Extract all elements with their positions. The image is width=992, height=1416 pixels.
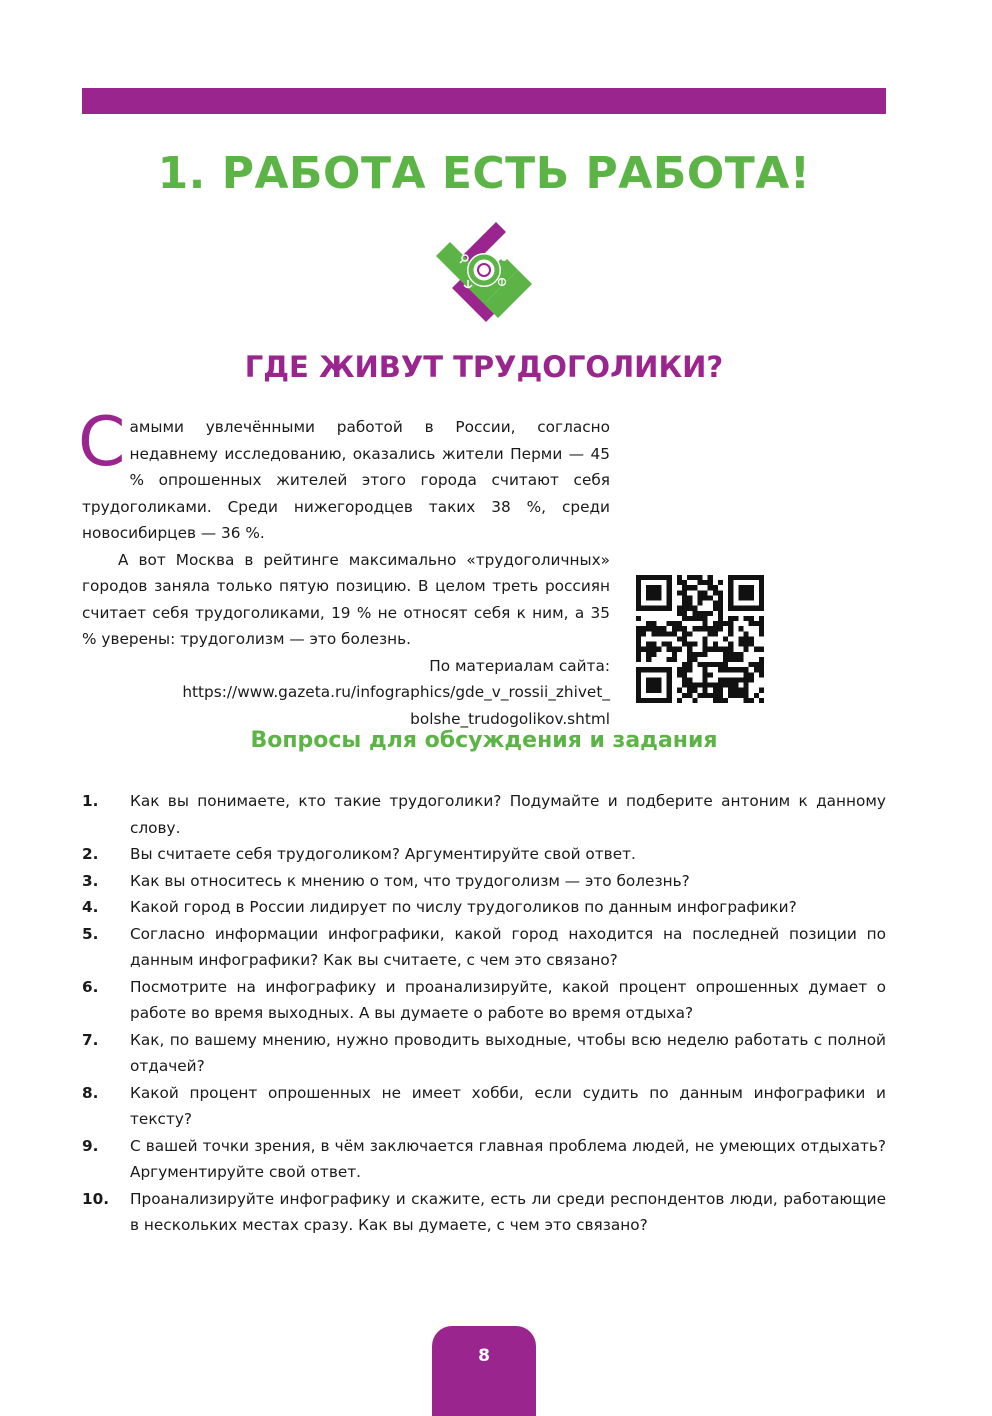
question-text: Как, по вашему мнению, нужно проводить выходные, чтобы всю неделю работать с полной отдачей? — [130, 1030, 886, 1075]
question-number: 1. — [82, 792, 99, 810]
bug-icon — [501, 255, 507, 261]
question-item — [82, 921, 886, 974]
question-number: 7. — [82, 1030, 99, 1049]
chapter-title: 1. РАБОТА ЕСТЬ РАБОТА! — [157, 148, 811, 199]
question-text: Как вы понимаете, кто такие трудоголики? Подумайте и подберите антоним к данному слову. — [130, 792, 886, 837]
article-paragraph-1: Самыми увлечёнными работой в России, согласно недавнему исследованию, оказались жители Перми — 45 % опрошенных жителей этого города считают себя трудоголиками. Среди нижегородцев таких 38 %, среди новосибирцев — 36 %. — [78, 403, 610, 542]
question-text: Посмотрите на инфографику и проанализируйте, какой процент опрошенных думает о работе во время выходных. А вы думаете о работе во время отдыха? — [130, 977, 886, 1022]
article-paragraph-2: А вот Москва в рейтинге максимально «трудоголичных» городов заняла только пятую позицию. В целом треть россиян считает себя трудоголиками, 19 % не относят себя к ним, а 35 % уверены: трудоголизм — это болезнь. — [82, 550, 610, 648]
drop-cap: С — [78, 403, 126, 482]
top-color-bar — [82, 88, 886, 114]
question-number: 8. — [82, 1083, 99, 1102]
question-item — [82, 1133, 886, 1186]
question-number: 3. — [82, 871, 99, 890]
source-label: По материалам сайта: — [429, 656, 610, 675]
questions-title: Вопросы для обсуждения и задания — [250, 728, 718, 753]
question-text: Проанализируйте инфографику и скажите, есть ли среди респондентов люди, работающие в нескольких местах сразу. Как вы думаете, с чем это связано? — [130, 1189, 886, 1234]
question-number: 4. — [82, 898, 99, 916]
question-number: 9. — [82, 1136, 99, 1155]
question-number: 2. — [82, 845, 99, 863]
question-item — [82, 894, 886, 921]
question-item — [82, 841, 886, 868]
question-text: Какой город в России лидирует по числу трудоголиков по данным инфографики? — [130, 898, 797, 916]
question-item — [82, 868, 886, 895]
question-text: Какой процент опрошенных не имеет хобби, если судить по данным инфографики и тексту? — [130, 1083, 886, 1128]
question-number: 10. — [82, 1189, 110, 1208]
article-text — [78, 403, 610, 732]
question-text: Вы считаете себя трудоголиком? Аргументируйте свой ответ. — [130, 845, 636, 863]
section-title: ГДЕ ЖИВУТ ТРУДОГОЛИКИ? — [244, 350, 724, 384]
question-item — [82, 1027, 886, 1080]
wheel-icon — [467, 253, 501, 287]
question-number: 5. — [82, 924, 99, 943]
question-item — [82, 974, 886, 1027]
source-url-line-1[interactable]: https://www.gazeta.ru/infographics/gde_v_rossii_zhivet_ — [182, 683, 610, 701]
question-item — [82, 1080, 886, 1133]
question-text: Согласно информации инфографики, какой город находится на последней позиции по данным инфографики? Как вы считаете, с чем это связано? — [130, 924, 886, 969]
page-number: 8 — [478, 1346, 490, 1366]
question-number: 6. — [82, 977, 99, 996]
qr-code-icon[interactable] — [636, 575, 764, 703]
question-item — [82, 1186, 886, 1239]
source-url-line-2[interactable]: bolshe_trudogolikov.shtml — [410, 709, 610, 728]
question-text: Как вы относитесь к мнению о том, что трудоголизм — это болезнь? — [130, 871, 690, 890]
chapter-emblem-icon — [432, 218, 536, 326]
question-item — [82, 788, 886, 841]
question-text: С вашей точки зрения, в чём заключается главная проблема людей, не умеющих отдыхать? Аргументируйте свой ответ. — [130, 1136, 886, 1181]
questions-list — [82, 788, 886, 1239]
